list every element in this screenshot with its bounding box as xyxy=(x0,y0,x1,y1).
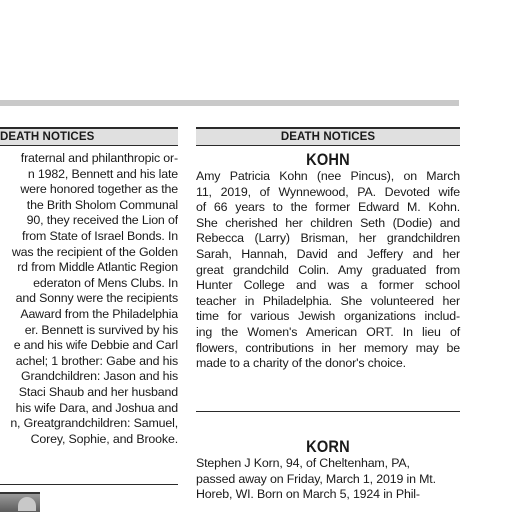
kohn-text-line: 11, 2019, of Wynnewood, PA. Devoted wife xyxy=(196,184,460,199)
korn-notice xyxy=(196,437,460,503)
right-notice-divider xyxy=(196,411,460,412)
left-section-header xyxy=(0,127,178,146)
left-text-line: er. Bennett is survived by his xyxy=(24,322,178,337)
kohn-text-line: ing the Women's American ORT. In lieu of xyxy=(196,324,460,339)
left-notice-divider xyxy=(0,484,178,485)
left-text-line: was the recipient of the Golden xyxy=(11,244,178,259)
korn-text-line: Horeb, WI. Born on March 5, 1924 in Phil- xyxy=(196,487,420,502)
left-text-line: his wife Dara, and Joshua and xyxy=(15,400,178,415)
kohn-text-line: made to a charity of the donor's choice. xyxy=(196,356,406,371)
left-text-line: were honored together as the xyxy=(20,182,178,197)
right-section-header xyxy=(196,127,460,146)
kohn-name-heading: KOHN xyxy=(306,150,350,169)
left-text-line: achel; 1 brother: Gabe and his xyxy=(15,353,178,368)
left-text-line: n, Greatgrandchildren: Samuel, xyxy=(10,416,178,431)
obituary-photo xyxy=(0,492,40,512)
left-text-line: from State of Israel Bonds. In xyxy=(22,228,178,243)
top-gray-rule xyxy=(0,100,459,106)
left-text-line: Corey, Sophie, and Brooke. xyxy=(30,431,178,446)
kohn-text-line: Sarah, Hannah, David and Jeffery and her xyxy=(196,246,460,261)
left-text-line: the Brith Sholom Communal xyxy=(26,197,178,212)
kohn-text-line: time for various Jewish organizations includ- xyxy=(196,309,460,324)
korn-name-heading: KORN xyxy=(306,437,350,456)
left-text-line: Grandchildren: Jason and his xyxy=(21,369,178,384)
left-text-line: Aaward from the Philadelphia xyxy=(20,306,178,321)
left-text-line: 90, they received the Lion of xyxy=(26,213,178,228)
left-text-line: e and his wife Debbie and Carl xyxy=(13,338,178,353)
kohn-text-line: of 66 years to the former Edward M. Kohn. xyxy=(196,200,460,215)
kohn-text-line: Hunter College and was a former school xyxy=(196,278,460,293)
left-section-header-label: DEATH NOTICES xyxy=(0,131,95,143)
left-text-line: ederaton of Mens Clubs. In xyxy=(33,275,178,290)
left-notice-column xyxy=(0,151,178,447)
right-section-header-label: DEATH NOTICES xyxy=(280,131,376,143)
left-text-line: rd from Middle Atlantic Region xyxy=(17,260,178,275)
left-text-line: fraternal and philanthropic or- xyxy=(20,151,178,165)
left-text-line: and Sonny were the recipients xyxy=(15,291,178,306)
korn-text-line: Stephen J Korn, 94, of Cheltenham, PA, xyxy=(196,456,410,470)
kohn-text-line: She cherished her children Seth (Dodie) and xyxy=(196,215,460,230)
left-text-line: n 1982, Bennett and his late xyxy=(27,166,178,181)
korn-text-line: passed away on Friday, March 1, 2019 in Mt. xyxy=(196,471,436,486)
kohn-text-line: flowers, contributions in her memory may be xyxy=(196,340,460,355)
kohn-text-line: Amy Patricia Kohn (nee Pincus), on March xyxy=(196,169,460,183)
left-text-line: Staci Shaub and her husband xyxy=(18,384,178,399)
kohn-text-line: Rebecca (Larry) Brisman, her grandchildren xyxy=(196,231,460,246)
kohn-text-line: teacher in Philadelphia. She volunteered her xyxy=(196,293,460,308)
kohn-text-line: great grandchild Colin. Amy graduated from xyxy=(196,262,460,277)
kohn-notice xyxy=(196,150,460,372)
